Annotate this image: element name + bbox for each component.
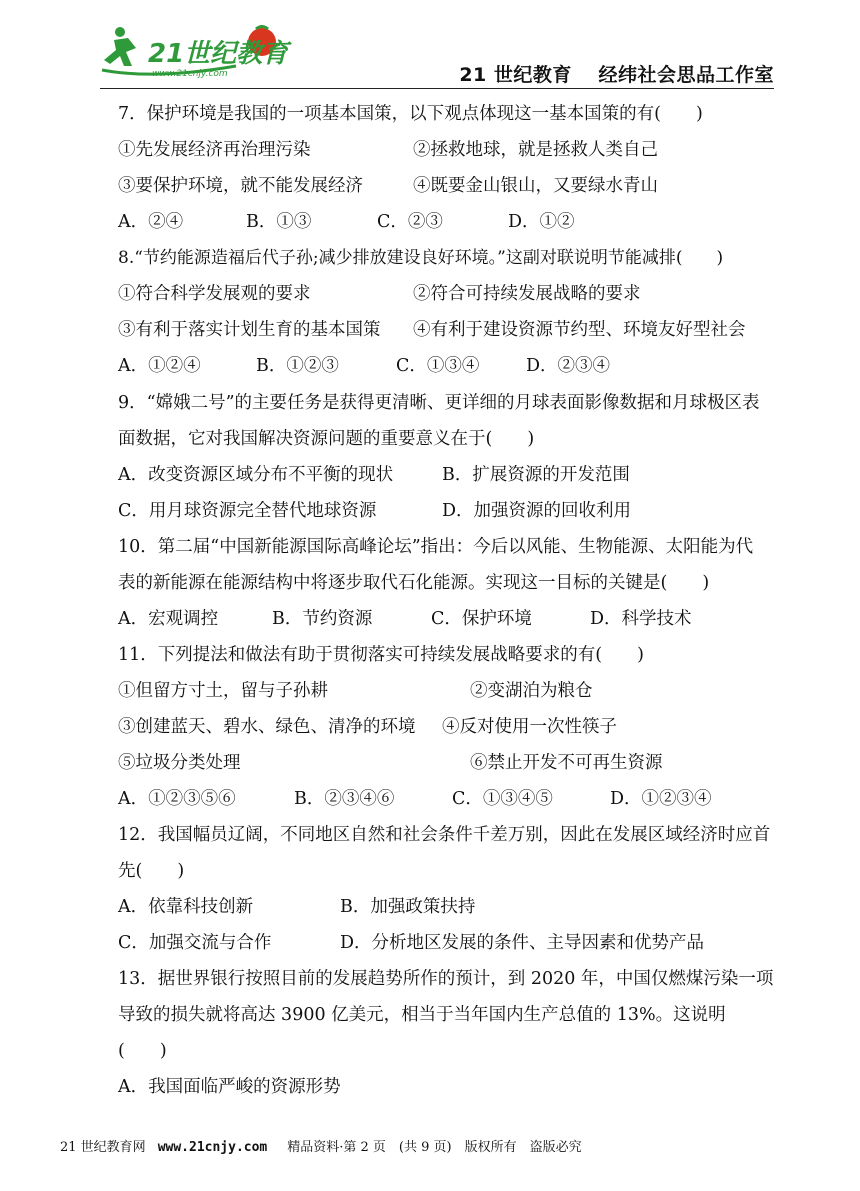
q9-option-c: C．用月球资源完全替代地球资源 bbox=[118, 501, 377, 521]
q9-option-a: A．改变资源区域分布不平衡的现状 bbox=[118, 465, 394, 485]
q7-answer-d: D．①② bbox=[508, 212, 575, 232]
q12-option-a: A．依靠科技创新 bbox=[118, 897, 254, 917]
q7-option-3: ③要保护环境，就不能发展经济 bbox=[118, 176, 363, 196]
q12-stem-line-1: 12．我国幅员辽阔，不同地区自然和社会条件千差万别，因此在发展区域经济时应首 bbox=[118, 825, 771, 845]
header-title: 21 世纪教育 经纬社会思品工作室 bbox=[459, 64, 774, 86]
q7-stem: 7．保护环境是我国的一项基本国策，以下观点体现这一基本国策的有( ) bbox=[118, 104, 703, 124]
page-footer bbox=[60, 1136, 582, 1155]
q7-option-2: ②拯救地球，就是拯救人类自己 bbox=[413, 140, 658, 160]
svg-text:21世纪教育: 21世纪教育 bbox=[148, 39, 289, 69]
q9-option-b: B．扩展资源的开发范围 bbox=[442, 465, 630, 485]
q11-answer-b: B．②③④⑥ bbox=[294, 789, 395, 809]
q11-option-6: ⑥禁止开发不可再生资源 bbox=[470, 753, 663, 773]
q12-option-b: B．加强政策扶持 bbox=[340, 897, 476, 917]
q8-answer-c: C．①③④ bbox=[396, 356, 480, 376]
logo-icon bbox=[96, 22, 296, 84]
footer-site-name: 21 世纪教育网 bbox=[60, 1140, 146, 1155]
q11-stem: 11．下列提法和做法有助于贯彻落实可持续发展战略要求的有( ) bbox=[118, 645, 644, 665]
q8-option-4: ④有利于建设资源节约型、环境友好型社会 bbox=[413, 320, 746, 340]
q11-option-4: ④反对使用一次性筷子 bbox=[442, 717, 617, 737]
q10-answer-d: D．科学技术 bbox=[590, 609, 692, 629]
q8-option-3: ③有利于落实计划生育的基本国策 bbox=[118, 320, 381, 340]
q11-answer-c: C．①③④⑤ bbox=[452, 789, 553, 809]
q13-stem-line-3: ( ) bbox=[118, 1041, 167, 1061]
q7-option-1: ①先发展经济再治理污染 bbox=[118, 140, 311, 160]
q8-answer-b: B．①②③ bbox=[256, 356, 339, 376]
q9-stem-line-1: 9．“嫦娥二号”的主要任务是获得更清晰、更详细的月球表面影像数据和月球极区表 bbox=[118, 393, 760, 413]
q11-option-3: ③创建蓝天、碧水、绿色、清净的环境 bbox=[118, 717, 416, 737]
q10-answer-b: B．节约资源 bbox=[272, 609, 373, 629]
q12-option-c: C．加强交流与合作 bbox=[118, 933, 272, 953]
q13-option-a: A．我国面临严峻的资源形势 bbox=[118, 1077, 341, 1097]
footer-site-link[interactable]: www.21cnjy.com bbox=[157, 1140, 268, 1155]
q8-answer-d: D．②③④ bbox=[526, 356, 611, 376]
q12-option-d: D．分析地区发展的条件、主导因素和优势产品 bbox=[340, 933, 705, 953]
q10-answer-c: C．保护环境 bbox=[431, 609, 532, 629]
q11-option-2: ②变湖泊为粮仓 bbox=[470, 681, 593, 701]
footer-page-info: 精品资料·第 2 页 (共 9 页) 版权所有 盗版必究 bbox=[287, 1140, 582, 1155]
q10-stem-line-2: 表的新能源在能源结构中将逐步取代石化能源。实现这一目标的关键是( ) bbox=[118, 573, 710, 593]
q7-option-4: ④既要金山银山，又要绿水青山 bbox=[413, 176, 658, 196]
q13-stem-line-2: 导致的损失就将高达 3900 亿美元，相当于当年国内生产总值的 13%。这说明 bbox=[118, 1005, 726, 1025]
q7-answer-a: A．②④ bbox=[118, 212, 184, 232]
q10-stem-line-1: 10．第二届“中国新能源国际高峰论坛”指出：今后以风能、生物能源、太阳能为代 bbox=[118, 537, 754, 557]
header-divider bbox=[100, 88, 774, 89]
q13-stem-line-1: 13．据世界银行按照目前的发展趋势所作的预计，到 2020 年，中国仅燃煤污染一项 bbox=[118, 969, 774, 989]
q7-answer-b: B．①③ bbox=[246, 212, 312, 232]
q11-answer-a: A．①②③⑤⑥ bbox=[118, 789, 236, 809]
q11-answer-d: D．①②③④ bbox=[610, 789, 712, 809]
q9-stem-line-2: 面数据，它对我国解决资源问题的重要意义在于( ) bbox=[118, 429, 535, 449]
q11-option-1: ①但留方寸土，留与子孙耕 bbox=[118, 681, 328, 701]
q8-answer-a: A．①②④ bbox=[118, 356, 201, 376]
svg-text:www.21cnjy.com: www.21cnjy.com bbox=[152, 69, 228, 79]
q9-option-d: D．加强资源的回收利用 bbox=[442, 501, 632, 521]
q12-stem-line-2: 先( ) bbox=[118, 861, 185, 881]
page-header bbox=[0, 0, 860, 90]
q8-option-1: ①符合科学发展观的要求 bbox=[118, 284, 311, 304]
q10-answer-a: A．宏观调控 bbox=[118, 609, 219, 629]
q8-stem: 8.“节约能源造福后代子孙;减少排放建设良好环境。”这副对联说明节能减排( ) bbox=[118, 248, 724, 268]
q8-option-2: ②符合可持续发展战略的要求 bbox=[413, 284, 641, 304]
q11-option-5: ⑤垃圾分类处理 bbox=[118, 753, 241, 773]
q7-answer-c: C．②③ bbox=[377, 212, 443, 232]
